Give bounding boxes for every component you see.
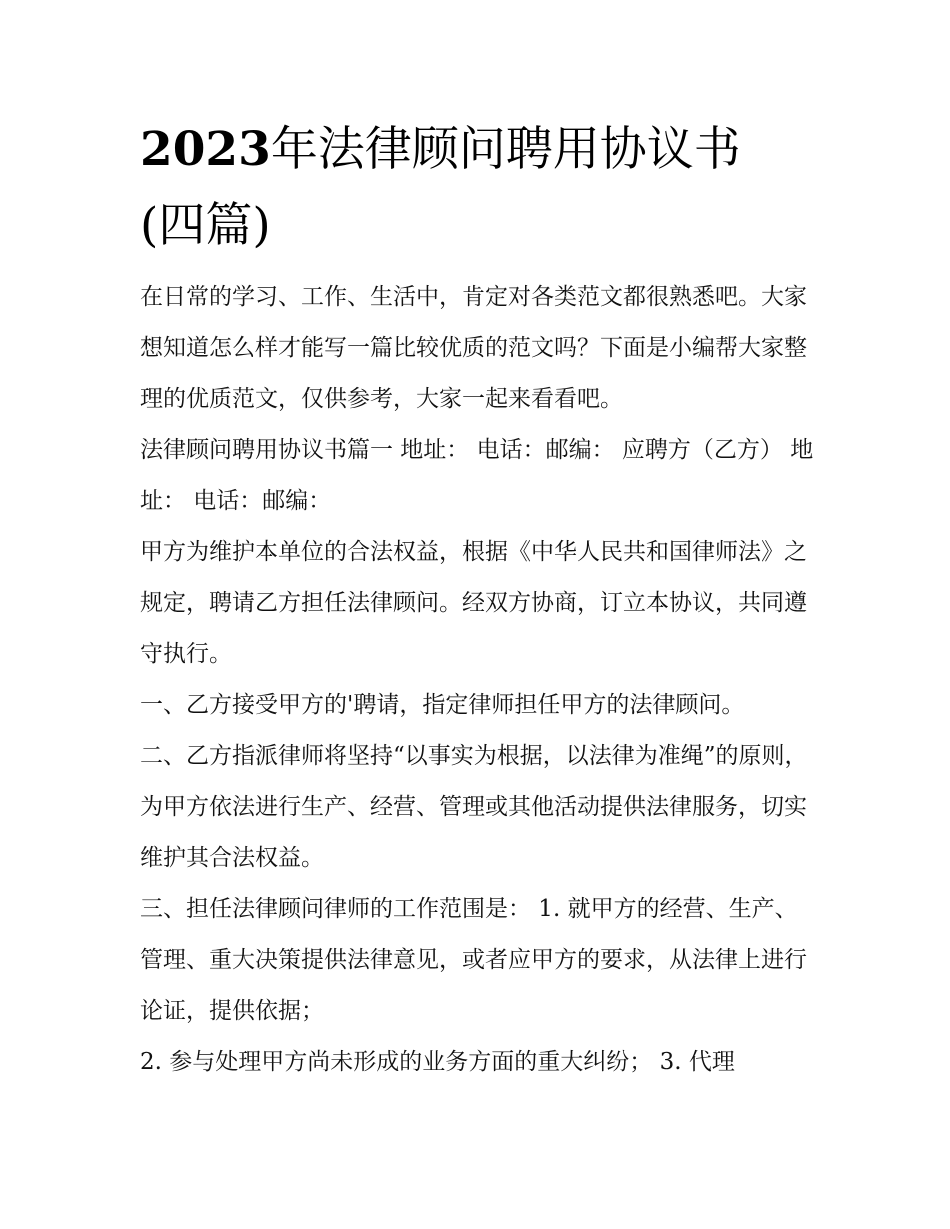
paragraph-clause-3-items: 2. 参与处理甲方尚未形成的业务方面的重大纠纷； 3. 代理 <box>140 1049 735 1075</box>
title-subtitle: (四篇) <box>140 198 271 253</box>
document-title <box>140 112 820 264</box>
paragraph-clause-1: 一、乙方接受甲方的'聘请，指定律师担任甲方的法律顾问。 <box>140 692 745 718</box>
paragraph-parties: 法律顾问聘用协议书篇一 地址： 电话：邮编： 应聘方（乙方） 地址： 电话：邮编： <box>140 437 814 514</box>
paragraph-intro: 在日常的学习、工作、生活中，肯定对各类范文都很熟悉吧。大家想知道怎么样才能写一篇比较优质的范文吗？下面是小编帮大家整理的优质范文，仅供参考，大家一起来看看吧。 <box>140 284 807 412</box>
paragraph-purpose: 甲方为维护本单位的合法权益，根据《中华人民共和国律师法》之规定，聘请乙方担任法律顾问。经双方协商，订立本协议，共同遵守执行。 <box>140 539 807 667</box>
title-year: 2023 <box>140 122 271 177</box>
paragraph-clause-2: 二、乙方指派律师将坚持“以事实为根据，以法律为准绳”的原则，为甲方依法进行生产、经营、管理或其他活动提供法律服务，切实维护其合法权益。 <box>140 743 808 871</box>
document-body <box>140 272 820 1088</box>
paragraph-clause-3: 三、担任法律顾问律师的工作范围是： 1. 就甲方的经营、生产、管理、重大决策提供法律意见，或者应甲方的要求，从法律上进行论证，提供依据； <box>140 896 807 1024</box>
title-main: 年法律顾问聘用协议书 <box>270 122 741 177</box>
